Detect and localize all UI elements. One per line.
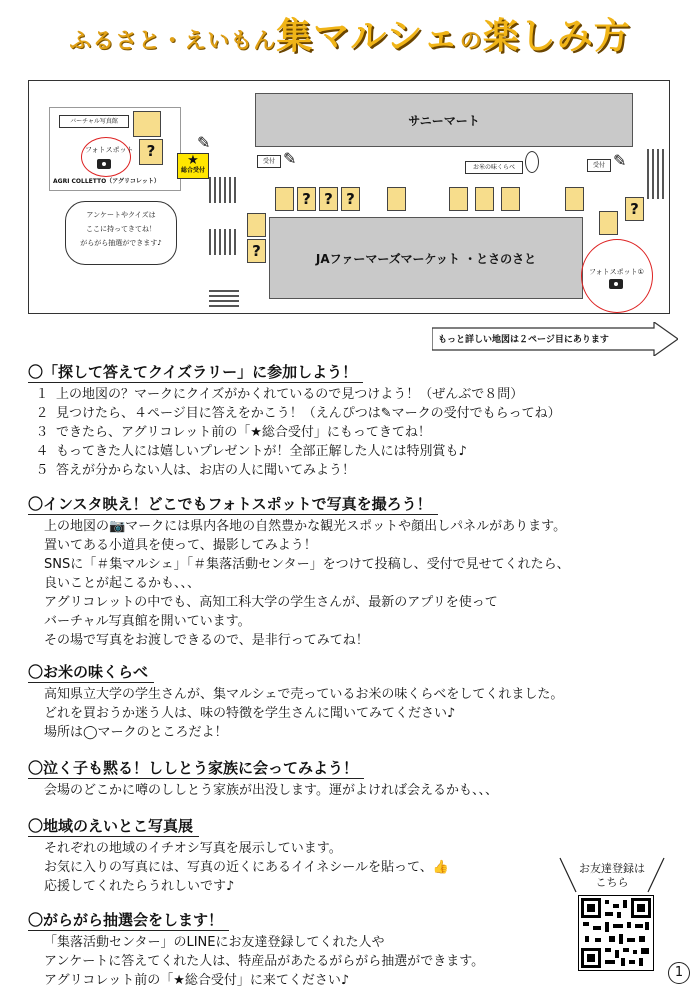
item-number: ２ xyxy=(35,406,49,421)
quiz-box xyxy=(501,187,520,211)
quiz-mark: ? xyxy=(625,197,644,221)
title-part2: 集マルシェ xyxy=(276,16,460,57)
star-icon: ★ xyxy=(187,153,199,168)
quiz-box xyxy=(475,187,494,211)
item-number: １ xyxy=(35,387,49,402)
body-line: どれを買おうか迷う人は、味の特徴を学生さんに聞いてみてください♪ xyxy=(44,706,456,721)
general-reception-box xyxy=(177,153,209,179)
item-text: できたら、アグリコレット前の「★総合受付」にもってきてね！ xyxy=(56,425,431,440)
crosswalk xyxy=(647,149,667,199)
pencil-icon: ✎ xyxy=(197,133,211,152)
quiz-mark: ? xyxy=(297,187,316,211)
lottery-section xyxy=(28,910,568,990)
body-line: 良いことが起こるかも、、、 xyxy=(44,576,201,591)
item-text: もってきた人には嬉しいプレゼントが！全部正解した人には特別賞も♪ xyxy=(56,444,467,459)
shishito-section xyxy=(28,758,678,800)
line-qr-code[interactable] xyxy=(578,895,654,971)
body-line: アンケートに答えてくれた人は、特産品があたるがらがら抽選ができます。 xyxy=(44,954,485,969)
quiz-mark: ? xyxy=(139,139,163,165)
reception-label: 受付 xyxy=(587,159,611,172)
body-line: 置いてある小道具を使って、撮影してみよう！ xyxy=(44,538,317,553)
title-part3: の xyxy=(459,29,483,54)
body-line: アグリコレット前の「★総合受付」に来てください♪ xyxy=(44,973,350,988)
section-heading: 〇お米の味くらべ xyxy=(28,662,154,683)
sunny-mart-building xyxy=(255,93,633,147)
body-line: その場で写真をお渡しできるので、是非行ってみてね！ xyxy=(44,633,369,648)
quiz-mark: ? xyxy=(341,187,360,211)
item-number: ５ xyxy=(35,463,49,478)
quiz-box xyxy=(449,187,468,211)
quiz-box xyxy=(565,187,584,211)
body-line: 応援してくれたらうれしいです♪ xyxy=(44,879,235,894)
qr-pattern xyxy=(581,898,651,968)
rice-oval-icon xyxy=(525,151,539,173)
body-line: 会場のどこかに噂のししとう家族が出没します。運がよければ会えるかも、、、 xyxy=(44,783,498,798)
crosswalk xyxy=(209,289,239,307)
bubble-line: がらがら抽選ができます♪ xyxy=(80,239,162,247)
friend-registration-label xyxy=(556,856,668,896)
pencil-icon: ✎ xyxy=(283,149,297,168)
camera-icon xyxy=(97,159,111,169)
quiz-box xyxy=(599,211,618,235)
body-line: 高知県立大学の学生さんが、集マルシェで売っているお米の味くらべをしてくれました。 xyxy=(44,687,564,702)
title-part1: ふるさと・えいもん xyxy=(69,29,277,54)
section-heading: 〇がらがら抽選会をします！ xyxy=(28,910,229,931)
body-line: アグリコレットの中でも、高知工科大学の学生さんが、最新のアプリを使って xyxy=(44,595,498,610)
reception-label: 受付 xyxy=(257,155,281,168)
more-map-arrow xyxy=(432,322,678,356)
sunny-mart-label: サニーマート xyxy=(408,113,480,128)
quiz-box xyxy=(133,111,161,137)
pencil-icon: ✎ xyxy=(613,151,627,170)
title-part4: 楽しみ方 xyxy=(482,16,631,57)
quiz-mark: ? xyxy=(319,187,338,211)
crosswalk xyxy=(209,177,239,203)
virtual-photo-label: バーチャル写真館 xyxy=(59,115,129,128)
quiz-mark: ? xyxy=(247,239,266,263)
rice-tasting-label: お米の味くらべ xyxy=(465,161,523,174)
item-text: 見つけたら、４ページ目に答えをかこう！（えんぴつは✎マークの受付でもらってね） xyxy=(56,406,561,421)
body-line: 「集落活動センター」のLINEにお友達登録してくれた人や xyxy=(44,935,385,950)
body-line: 上の地図の📷マークには県内各地の自然豊かな観光スポットや顔出しパネルがあります。 xyxy=(44,519,567,534)
body-line: SNSに「＃集マルシェ」「＃集落活動センター」をつけて投稿し、受付で見せてくれたら、 xyxy=(44,557,570,572)
general-reception-label: 総合受付 xyxy=(180,167,205,174)
section-heading: 〇地域のえいとこ写真展 xyxy=(28,816,199,837)
friend-line: お友達登録は xyxy=(579,862,645,875)
photo-spot1-label: フォトスポット① xyxy=(589,268,644,276)
quiz-box xyxy=(275,187,294,211)
item-number: ３ xyxy=(35,425,49,440)
ja-market-label: JAファーマーズマーケット ・とさのさと xyxy=(315,251,537,266)
friend-line: こちら xyxy=(595,876,629,889)
photo-spot-section xyxy=(28,494,678,650)
body-line: それぞれの地域のイチオシ写真を展示しています。 xyxy=(44,841,342,856)
page-number: 1 xyxy=(668,962,690,984)
bubble-line: アンケートやクイズは xyxy=(86,211,156,219)
quiz-rally-section xyxy=(28,362,678,480)
quiz-box xyxy=(387,187,406,211)
agri-colletto-label: AGRI COLLETTO（アグリコレット） xyxy=(53,178,160,185)
page-title xyxy=(0,8,700,60)
rice-tasting-section xyxy=(28,662,678,742)
ja-market-building xyxy=(269,217,583,299)
item-number: ４ xyxy=(35,444,49,459)
camera-icon xyxy=(609,279,623,289)
quiz-box xyxy=(247,213,266,237)
bubble-line: ここに持ってきてね！ xyxy=(86,225,156,233)
body-line: バーチャル写真館を開いています。 xyxy=(44,614,251,629)
body-line: 場所は◯マークのところだよ！ xyxy=(44,725,228,740)
speech-bubble xyxy=(65,201,177,265)
section-heading: 〇泣く子も黙る！ししとう家族に会ってみよう！ xyxy=(28,758,364,779)
body-line: お気に入りの写真には、写真の近くにあるイイネシールを貼って、👍 xyxy=(44,860,449,875)
venue-map xyxy=(28,80,670,314)
photo-spot-circle xyxy=(81,137,131,177)
photo-spot-label: フォトスポット xyxy=(85,146,134,154)
item-text: 上の地図の？マークにクイズがかくれているので見つけよう！（ぜんぶで８問） xyxy=(56,387,524,402)
section-heading: 〇インスタ映え！どこでもフォトスポットで写真を撮ろう！ xyxy=(28,494,438,515)
item-text: 答えが分からない人は、お店の人に聞いてみよう！ xyxy=(56,463,356,478)
crosswalk xyxy=(209,229,239,255)
more-map-label: もっと詳しい地図は２ページ目にあります xyxy=(438,335,609,345)
section-heading: 〇「探して答えてクイズラリー」に参加しよう！ xyxy=(28,362,363,383)
